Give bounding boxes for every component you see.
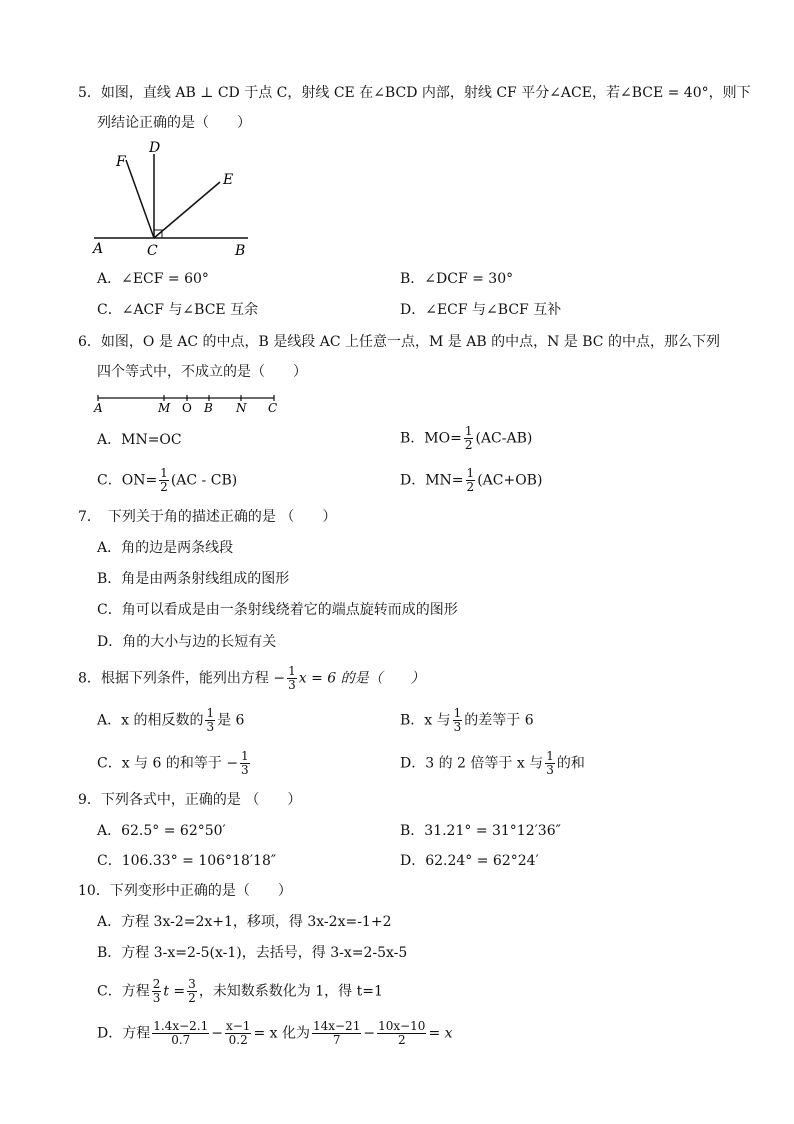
- q7-option-b: B．角是由两条射线组成的图形: [97, 571, 290, 587]
- q5-option-a: A．∠ECF = 60°: [97, 271, 209, 287]
- q7-option-a: A．角的边是两条线段: [97, 540, 234, 556]
- q6-option-d-fraction: $\frac{1}{2}$: [466, 466, 475, 494]
- q6-stem-line1: 6．如图，O 是 AC 的中点，B 是线段 AC 上任意一点，M 是 AB 的中点，N 是 BC 的中点，那么下列: [78, 334, 720, 350]
- q10-option-d-fraction-4: $\frac{10x-10}{2}$: [378, 1019, 426, 1047]
- q6-label-b: B: [204, 401, 213, 415]
- q9-option-d: D．62.24° = 62°24′: [400, 853, 539, 869]
- q10-option-d-fraction-2: $\frac{x-1}{0.2}$: [225, 1019, 251, 1047]
- q6-option-a: A．MN=OC: [97, 432, 182, 448]
- q10-option-b: B．方程 3-x=2-5(x-1)，去括号，得 3-x=2-5x-5: [97, 945, 408, 961]
- q8-option-c: C．x 与 6 的和等于 − $\frac{1}{3}$: [97, 749, 249, 777]
- q6-option-c-fraction: $\frac{1}{2}$: [160, 466, 168, 494]
- q10-option-c-fraction-1: $\frac{2}{3}$: [152, 977, 161, 1005]
- q7-option-d: D．角的大小与边的长短有关: [97, 634, 277, 650]
- q8-option-c-fraction: $\frac{1}{3}$: [241, 749, 249, 777]
- q8-option-d-fraction: $\frac{1}{3}$: [546, 749, 554, 777]
- q8-option-a: A．x 的相反数的 $\frac{1}{3}$ 是 6: [97, 706, 245, 734]
- q5-option-c: C．∠ACF 与∠BCE 互余: [97, 302, 259, 318]
- q5-ray-ce: [154, 182, 220, 238]
- q8-stem: 8．根据下列条件，能列出方程 − $\frac{1}{3}$ x = 6 的是（ ）: [78, 664, 425, 692]
- q5-label-c: C: [147, 243, 158, 258]
- q10-option-c-fraction-2: $\frac{3}{2}$: [188, 977, 196, 1005]
- q6-option-b: B．MO= $\frac{1}{2}$ (AC-AB): [400, 424, 533, 452]
- q6-label-a: A: [94, 401, 103, 415]
- q9-option-c: C．106.33° = 106°18′18″: [97, 853, 277, 869]
- q9-option-b: B．31.21° = 31°12′36″: [400, 823, 561, 839]
- q5-label-a: A: [93, 241, 104, 257]
- q10-option-d-fraction-1: $\frac{1.4x-2.1}{0.7}$: [153, 1019, 209, 1047]
- q10-option-d-fraction-3: $\frac{14x-21}{7}$: [312, 1019, 361, 1047]
- q7-stem: 7． 下列关于角的描述正确的是 （ ）: [78, 509, 337, 525]
- q5-stem-line1: 5．如图，直线 AB ⊥ CD 于点 C，射线 CE 在∠BCD 内部，射线 CF 平分∠ACE，若∠BCE = 40°，则下: [78, 85, 751, 101]
- q5-figure: [88, 138, 263, 258]
- q5-label-e: E: [223, 172, 234, 188]
- q8-option-b: B．x 与 $\frac{1}{3}$ 的差等于 6: [400, 706, 534, 734]
- q6-figure: [90, 388, 290, 416]
- q10-option-c: C．方程 $\frac{2}{3}$ t = $\frac{3}{2}$ ，未知数系数化为 1，得 t=1: [97, 977, 383, 1005]
- q5-label-b: B: [235, 243, 246, 258]
- q8-option-d: D．3 的 2 倍等于 x 与 $\frac{1}{3}$ 的和: [400, 749, 585, 777]
- q6-label-o: O: [182, 401, 192, 415]
- q6-stem-line2: 四个等式中，不成立的是（ ）: [97, 364, 307, 380]
- q5-option-b: B．∠DCF = 30°: [400, 271, 514, 287]
- q5-ray-cf: [126, 160, 154, 238]
- q6-label-n: N: [236, 401, 247, 415]
- q9-option-a: A．62.5° = 62°50′: [97, 823, 226, 839]
- q8-option-b-fraction: $\frac{1}{3}$: [453, 706, 462, 734]
- q5-label-d: D: [149, 140, 161, 156]
- q7-option-c: C．角可以看成是由一条射线绕着它的端点旋转而成的图形: [97, 602, 458, 618]
- q5-option-d: D．∠ECF 与∠BCF 互补: [400, 302, 562, 318]
- q5-label-f: F: [116, 154, 126, 170]
- q6-label-c: C: [268, 401, 278, 415]
- q10-option-d: D．方程 $\frac{1.4x-2.1}{0.7}$ − $\frac{x-1}{0.2}$ = x 化为 $\frac{14x-21}{7}$ − $\frac{10x-10}{2}$ = x: [97, 1019, 453, 1047]
- q8-stem-fraction: $\frac{1}{3}$: [288, 664, 296, 692]
- q6-option-c: C．ON= $\frac{1}{2}$ (AC - CB): [97, 466, 238, 494]
- q10-option-a: A．方程 3x-2=2x+1，移项，得 3x-2x=-1+2: [97, 914, 392, 930]
- q6-label-m: M: [158, 401, 171, 415]
- q8-option-a-fraction: $\frac{1}{3}$: [206, 706, 215, 734]
- q6-option-d: D．MN= $\frac{1}{2}$ (AC+OB): [400, 466, 543, 494]
- q6-option-b-fraction: $\frac{1}{2}$: [464, 424, 473, 452]
- q9-stem: 9．下列各式中，正确的是 （ ）: [78, 792, 302, 808]
- q5-stem-line2: 列结论正确的是（ ）: [97, 115, 251, 131]
- q10-stem: 10．下列变形中正确的是（ ）: [78, 883, 292, 899]
